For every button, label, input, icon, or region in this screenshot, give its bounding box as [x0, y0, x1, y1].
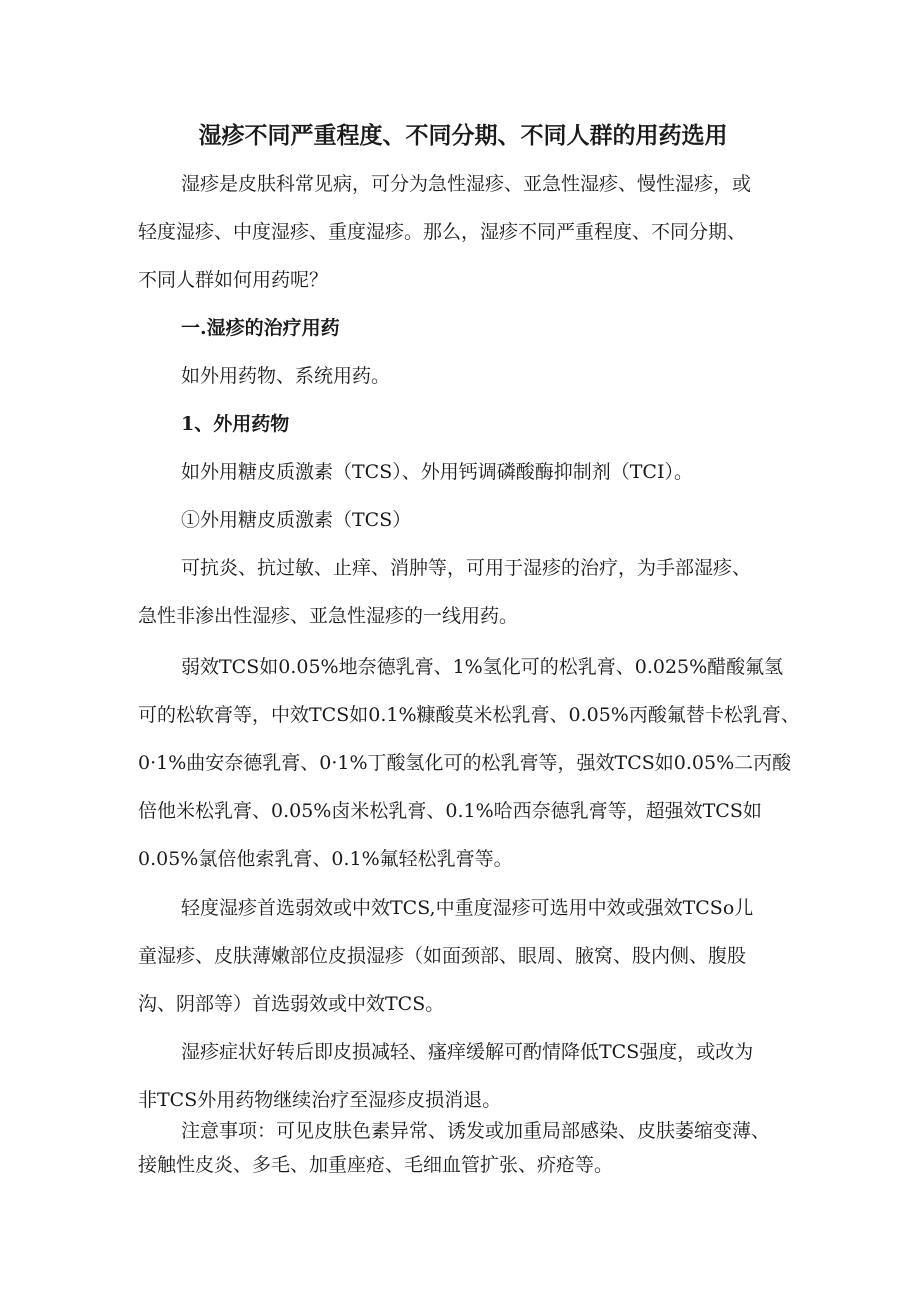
- page-title: 湿疹不同严重程度、不同分期、不同人群的用药选用: [198, 122, 728, 149]
- item-1-note: [138, 1114, 798, 1182]
- p2-line-2: 可的松软膏等，中效TCS如0.1%糠酸莫米松乳膏、0.05%丙酸氟替卡松乳膏、: [138, 704, 800, 726]
- intro-line-2: 轻度湿疹、中度湿疹、重度湿疹。那么，湿疹不同严重程度、不同分期、: [138, 221, 747, 243]
- intro-paragraph: [138, 160, 798, 304]
- item-1-paragraph-3: [138, 884, 798, 1028]
- p2-line-4: 倍他米松乳膏、0.05%卤米松乳膏、0.1%哈西奈德乳膏等，超强效TCS如: [138, 800, 762, 822]
- intro-line-1: 湿疹是皮肤科常见病，可分为急性湿疹、亚急性湿疹、慢性湿疹，或: [181, 173, 752, 195]
- intro-line-3: 不同人群如何用药呢？: [138, 269, 329, 291]
- p2-line-1: 弱效TCS如0.05%地奈德乳膏、1%氢化可的松乳膏、0.025%醋酸氟氢: [181, 656, 784, 678]
- p1-line-1: 可抗炎、抗过敏、止痒、消肿等，可用于湿疹的治疗，为手部湿疹、: [181, 557, 752, 579]
- item-1-paragraph-4: [138, 1028, 798, 1124]
- section-1-text: 如外用药物、系统用药。: [181, 365, 391, 387]
- p2-line-3: 0·1%曲安奈德乳膏、0·1%丁酸氢化可的松乳膏等，强效TCS如0.05%二丙酸: [138, 752, 792, 774]
- item-1-paragraph-2: [138, 643, 798, 883]
- p4-line-2: 非TCS外用药物继续治疗至湿疹皮损消退。: [138, 1089, 502, 1111]
- p3-line-2: 童湿疹、皮肤薄嫩部位皮损湿疹（如面颈部、眼周、腋窝、股内侧、腹股: [138, 945, 747, 967]
- p4-line-1: 湿疹症状好转后即皮损减轻、瘙痒缓解可酌情降低TCS强度，或改为: [181, 1041, 754, 1063]
- subsection-1-heading: 1、外用药物: [181, 413, 290, 435]
- p2-line-5: 0.05%氯倍他索乳膏、0.1%氟轻松乳膏等。: [138, 848, 513, 870]
- item-1-heading: ①外用糖皮质激素（TCS）: [181, 509, 412, 531]
- p1-line-2: 急性非渗出性湿疹、亚急性湿疹的一线用药。: [138, 605, 519, 627]
- note-line-1: 注意事项：可见皮肤色素异常、诱发或加重局部感染、皮肤萎缩变薄、: [181, 1120, 771, 1142]
- note-line-2: 接触性皮炎、多毛、加重座疮、毛细血管扩张、疥疮等。: [138, 1154, 614, 1176]
- p3-line-3: 沟、阴部等）首选弱效或中效TCS。: [138, 993, 445, 1015]
- p3-line-1: 轻度湿疹首选弱效或中效TCS,中重度湿疹可选用中效或强效TCSo儿: [181, 897, 754, 919]
- subsection-1-text: 如外用糖皮质激素（TCS）、外用钙调磷酸酶抑制剂（TCI）。: [181, 461, 693, 483]
- section-1-heading: 一.湿疹的治疗用药: [181, 317, 340, 339]
- item-1-paragraph-1: [138, 544, 798, 640]
